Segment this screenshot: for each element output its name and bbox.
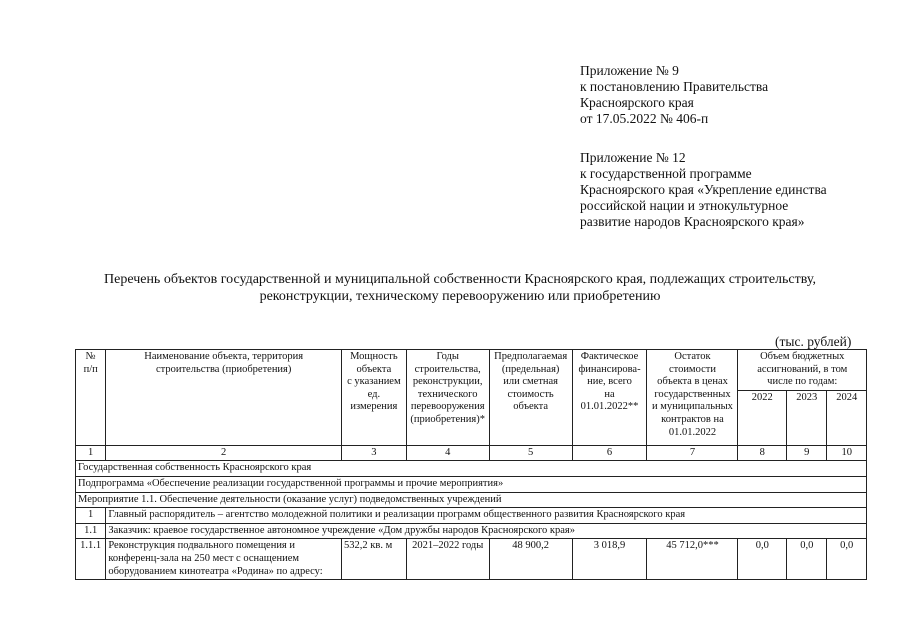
header-line: ассигнований, в том (757, 363, 848, 375)
object-remainder: 45 712,0*** (647, 539, 738, 580)
row-num: 1.1.1 (76, 539, 106, 580)
header-line: измерения (350, 401, 398, 413)
column-number: 8 (738, 445, 787, 461)
object-name-line: оборудованием кинотеатра «Родина» по адресу: (108, 565, 323, 577)
column-number: 5 (489, 445, 572, 461)
header-line: Остаток (674, 351, 711, 362)
document-title (60, 271, 860, 305)
row-num: 1.1 (76, 523, 106, 539)
column-number: 7 (647, 445, 738, 461)
object-name (106, 539, 342, 580)
header-line: 01.01.2022 (668, 426, 717, 438)
header-line: строительства (приобретения) (155, 363, 292, 375)
appendix-12-line: Приложение № 12 (580, 150, 686, 165)
header-year-2023: 2023 (787, 390, 827, 445)
header-line: Мощность (350, 351, 398, 362)
title-line-2: реконструкции, техническому перевооружению или приобретению (259, 289, 661, 304)
header-line: стоимости (668, 363, 716, 375)
header-year-2022: 2022 (738, 390, 787, 445)
column-number: 4 (406, 445, 489, 461)
header-line: государственных (654, 388, 731, 400)
header-line: объекта (513, 401, 549, 413)
object-years: 2021–2022 годы (406, 539, 489, 580)
row-text: Заказчик: краевое государственное автономное учреждение «Дом дружбы народов Красноярского края» (106, 523, 867, 539)
header-line: объекта (356, 363, 392, 375)
header-remainder (647, 350, 738, 446)
section-subprogram: Подпрограмма «Обеспечение реализации государственной программы и прочие мероприятия» (76, 476, 867, 492)
object-cost: 48 900,2 (489, 539, 572, 580)
header-budget (738, 350, 867, 391)
table-row (76, 523, 867, 539)
title-line-1: Перечень объектов государственной и муниципальной собственности Красноярского края, подлежащих строительству, (104, 272, 816, 287)
table-row (76, 539, 867, 580)
appendix-12-line: к государственной программе (580, 166, 752, 181)
row-text: Главный распорядитель – агентство молодежной политики и реализации программ общественного развития Красноярского края (106, 508, 867, 524)
header-line: № (85, 351, 96, 362)
header-row (76, 350, 867, 391)
header-line: строительства, (414, 363, 481, 375)
column-number-row (76, 445, 867, 461)
object-name-line: конференц-зала на 250 мест с оснащением (108, 552, 300, 564)
header-line: объекта в ценах (657, 376, 728, 388)
column-number: 3 (342, 445, 407, 461)
header-line: реконструкции, (412, 376, 483, 388)
appendix-9-line: от 17.05.2022 № 406-п (580, 111, 709, 126)
object-actual-funding: 3 018,9 (572, 539, 647, 580)
header-line: ед. (367, 388, 381, 400)
header-line: ние, всего (587, 376, 632, 388)
section-row (76, 461, 867, 477)
header-line: контрактов на (661, 413, 724, 425)
header-line: или сметная (503, 376, 559, 388)
header-years (406, 350, 489, 446)
header-cost (489, 350, 572, 446)
header-line: с указанием (347, 376, 401, 388)
header-line: числе по годам: (767, 376, 838, 388)
appendix-9-line: к постановлению Правительства (580, 79, 769, 94)
units-label: (тыс. рублей) (775, 334, 852, 349)
object-capacity: 532,2 кв. м (342, 539, 407, 580)
section-row (76, 476, 867, 492)
column-number: 6 (572, 445, 647, 461)
column-number: 2 (106, 445, 342, 461)
header-line: и муниципальных (651, 401, 733, 413)
header-line: 01.01.2022** (580, 401, 639, 413)
objects-table (75, 349, 867, 580)
header-line: Фактическое (580, 351, 639, 362)
column-number: 1 (76, 445, 106, 461)
appendix-12-block (580, 150, 827, 230)
object-name-line: Реконструкция подвального помещения и (108, 540, 296, 552)
header-line: стоимость (507, 388, 554, 400)
header-year-2024: 2024 (827, 390, 867, 445)
appendix-9-line: Красноярского края (580, 95, 694, 110)
header-line: Годы (436, 351, 459, 362)
table-row (76, 508, 867, 524)
object-budget-2023: 0,0 (787, 539, 827, 580)
header-line: на (604, 388, 615, 400)
header-line: Объем бюджетных (760, 351, 845, 362)
header-actual (572, 350, 647, 446)
header-line: Предполагаемая (494, 351, 568, 362)
appendix-12-line: Красноярского края «Укрепление единства (580, 182, 827, 197)
header-line: (предельная) (501, 363, 560, 375)
appendix-12-line: российской нации и этнокультурное (580, 198, 789, 213)
object-budget-2024: 0,0 (827, 539, 867, 580)
header-capacity (342, 350, 407, 446)
section-state-property: Государственная собственность Красноярского края (76, 461, 867, 477)
row-num: 1 (76, 508, 106, 524)
column-number: 9 (787, 445, 827, 461)
appendix-9-block (580, 63, 768, 127)
header-name (106, 350, 342, 446)
header-line: финансирова- (578, 363, 641, 375)
appendix-9-line: Приложение № 9 (580, 63, 679, 78)
header-line: (приобретения)* (410, 413, 485, 425)
header-line: п/п (83, 363, 98, 375)
header-line: перевооружения (410, 401, 485, 413)
header-line: Наименование объекта, территория (144, 351, 304, 362)
column-number: 10 (827, 445, 867, 461)
appendix-12-line: развитие народов Красноярского края» (580, 214, 805, 229)
header-line: технического (417, 388, 478, 400)
header-num (76, 350, 106, 446)
section-row (76, 492, 867, 508)
object-budget-2022: 0,0 (738, 539, 787, 580)
section-measure: Мероприятие 1.1. Обеспечение деятельности (оказание услуг) подведомственных учреждений (76, 492, 867, 508)
